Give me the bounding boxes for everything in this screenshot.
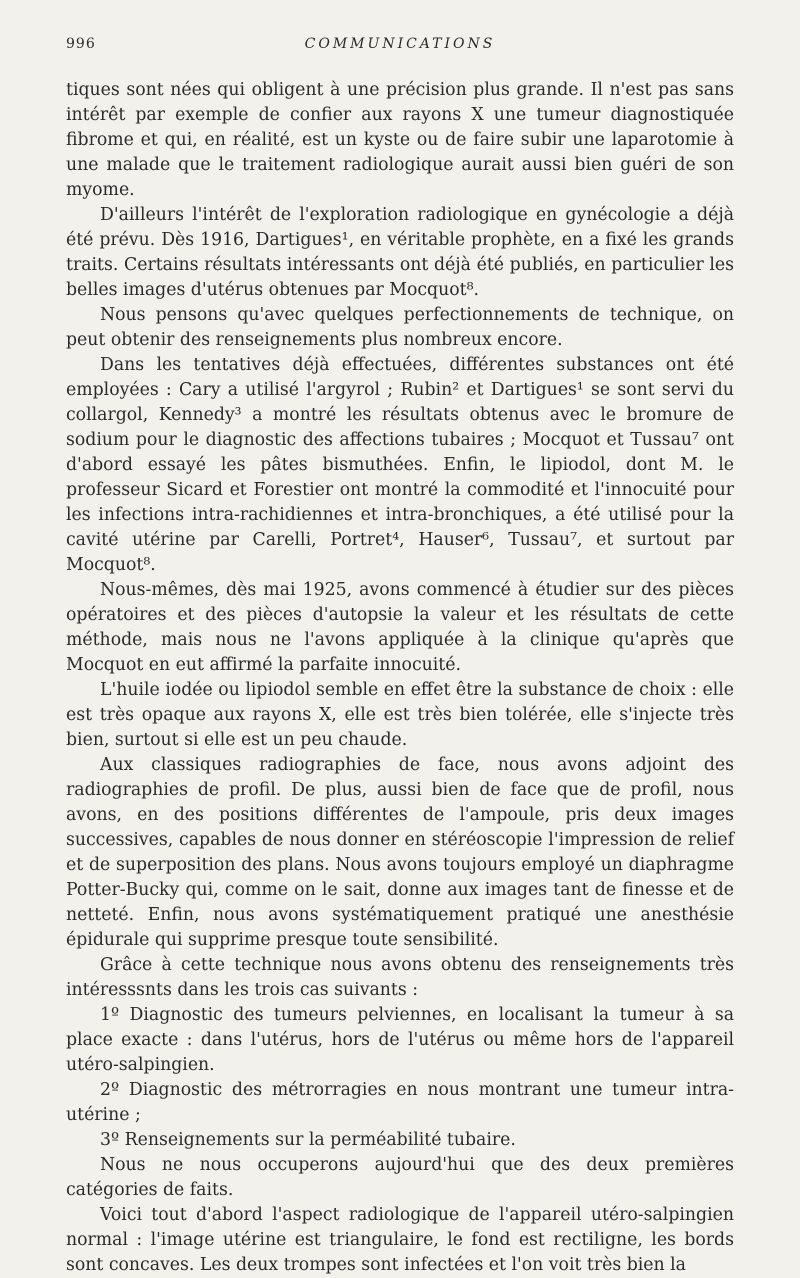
running-title: COMMUNICATIONS [304,36,496,52]
paragraph: L'huile iodée ou lipiodol semble en effet être la substance de choix : elle est très opaque aux rayons X, elle est très bien tolérée, elle s'injecte très bien, surtout si elle est un peu chaude. [66,680,734,750]
page-number: 996 [66,36,96,52]
paragraph-continuation: tiques sont nées qui obligent à une précision plus grande. Il n'est pas sans intérêt par exemple de confier aux rayons X une tumeur diagnostiquée fibrome et qui, en réalité, est un kyste ou de faire subir une laparotomie à une malade que le traitement radiologique aurait aussi bien guéri de son myome. [66,80,734,200]
paragraph: Aux classiques radiographies de face, nous avons adjoint des radiographies de profil. De plus, aussi bien de face que de profil, nous avons, en des positions différentes de l'ampoule, pris deux images successives, capables de nous donner en stéréoscopie l'impression de relief et de superposition des plans. Nous avons toujours employé un diaphragme Potter-Bucky qui, comme on le sait, donne aux images tant de finesse et de netteté. Enfin, nous avons systématiquement pratiqué une anesthésie épidurale qui supprime presque toute sensibilité. [66,755,734,950]
paragraph: Dans les tentatives déjà effectuées, différentes substances ont été employées : Cary a utilisé l'argyrol ; Rubin² et Dartigues¹ se sont servi du collargol, Kennedy³ a montré les résultats obtenus avec le bromure de sodium pour le diagnostic des affections tubaires ; Mocquot et Tussau⁷ ont d'abord essayé les pâtes bismuthées. Enfin, le lipiodol, dont M. le professeur Sicard et Forestier ont montré la commodité et l'innocuité pour les infections intra-rachidiennes et intra-bronchiques, a été utilisé pour la cavité utérine par Carelli, Portret⁴, Hauser⁶, Tussau⁷, et surtout par Mocquot⁸. [66,355,734,575]
paragraph: Nous pensons qu'avec quelques perfectionnements de technique, on peut obtenir des renseignements plus nombreux encore. [66,305,734,350]
paragraph: Voici tout d'abord l'aspect radiologique de l'appareil utéro-salpingien normal : l'image utérine est triangulaire, le fond est rectiligne, les bords sont concaves. Les deux trompes sont infectées et l'on voit très bien la [66,1205,734,1275]
page-header [66,36,734,58]
paragraph: Nous-mêmes, dès mai 1925, avons commencé à étudier sur des pièces opératoires et des pièces d'autopsie la valeur et les résultats de cette méthode, mais nous ne l'avons appliquée à la clinique qu'après que Mocquot en eut affirmé la parfaite innocuité. [66,580,734,675]
list-item: 2º Diagnostic des métrorragies en nous montrant une tumeur intra-utérine ; [66,1080,734,1125]
paragraph: Nous ne nous occuperons aujourd'hui que des deux premières catégories de faits. [66,1155,734,1200]
paragraph: D'ailleurs l'intérêt de l'exploration radiologique en gynécologie a déjà été prévu. Dès 1916, Dartigues¹, en véritable prophète, en a fixé les grands traits. Certains résultats intéressants ont déjà été publiés, en particulier les belles images d'utérus obtenues par Mocquot⁸. [66,205,734,300]
list-item: 1º Diagnostic des tumeurs pelviennes, en localisant la tumeur à sa place exacte : dans l'utérus, hors de l'utérus ou même hors de l'appareil utéro-salpingien. [66,1005,734,1075]
body-text [66,78,734,1278]
paragraph: Grâce à cette technique nous avons obtenu des renseignements très intéresssnts dans les trois cas suivants : [66,955,734,1000]
list-item: 3º Renseignements sur la perméabilité tubaire. [100,1130,516,1150]
